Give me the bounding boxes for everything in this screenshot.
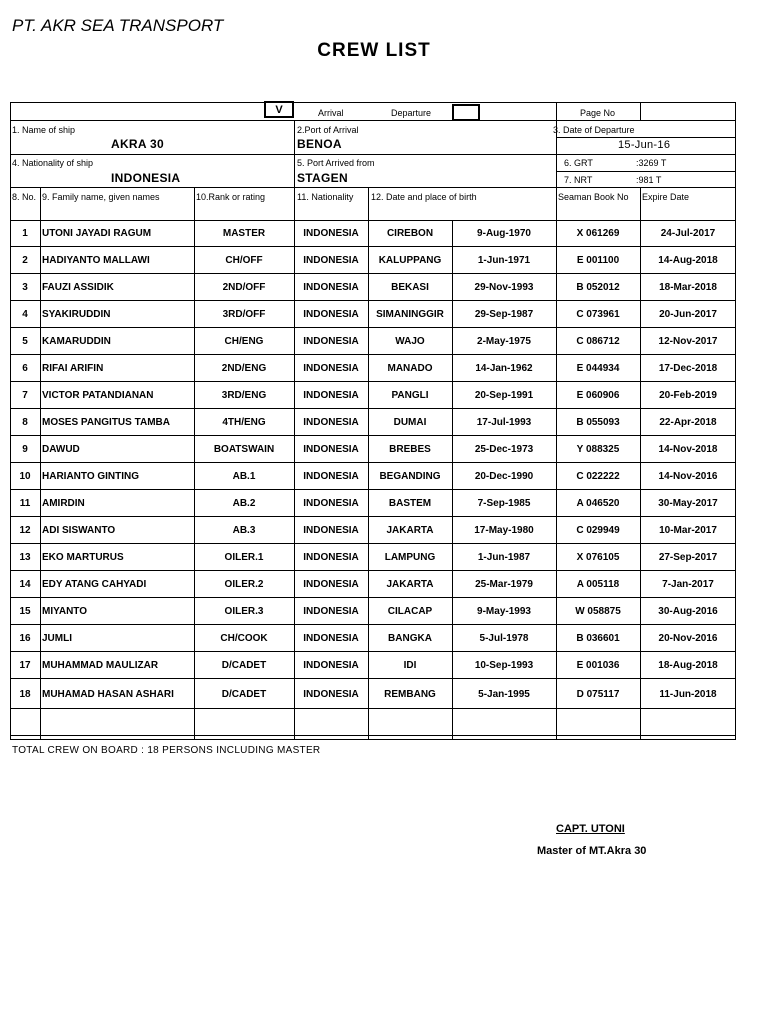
document-title: CREW LIST — [317, 40, 431, 61]
crew-birth-date: 17-Jul-1993 — [476, 417, 532, 428]
crew-name: MIYANTO — [42, 606, 88, 617]
col-seaman-book-header: Seaman Book No — [558, 192, 629, 202]
crew-expire-date: 7-Jan-2017 — [662, 579, 714, 590]
crew-expire-date: 24-Jul-2017 — [660, 228, 716, 239]
arrival-checkmark: V — [275, 103, 283, 116]
crew-no — [10, 709, 40, 736]
crew-birth-date: 14-Jan-1962 — [475, 363, 533, 374]
crew-rank: 3RD/OFF — [222, 309, 266, 320]
crew-rank: CH/COOK — [220, 633, 268, 644]
crew-seaman-book: B 052012 — [576, 282, 620, 293]
col-rank-header: 10.Rank or rating — [196, 192, 266, 202]
crew-no: 16 — [19, 633, 31, 644]
crew-name: MUHAMAD HASAN ASHARI — [42, 688, 174, 700]
crew-expire-date: 20-Nov-2016 — [658, 633, 718, 644]
crew-birth-place: LAMPUNG — [384, 552, 436, 563]
crew-birth-place: SIMANINGGIR — [376, 309, 444, 320]
crew-rank: D/CADET — [221, 688, 267, 700]
crew-no: 10 — [19, 471, 31, 482]
crew-rank — [194, 709, 294, 736]
crew-rank: 4TH/ENG — [222, 417, 266, 428]
crew-seaman-book: C 086712 — [576, 336, 620, 347]
crew-seaman-book: E 001100 — [576, 255, 620, 266]
arrival-label: Arrival — [318, 108, 344, 118]
crew-seaman-book — [556, 709, 640, 736]
crew-seaman-book: B 055093 — [576, 417, 620, 428]
crew-rank: 2ND/ENG — [221, 363, 267, 374]
crew-birth-date: 7-Sep-1985 — [477, 498, 531, 509]
crew-seaman-book: A 046520 — [576, 498, 620, 509]
crew-nationality: INDONESIA — [303, 309, 359, 320]
line — [640, 102, 641, 120]
table-row — [10, 544, 736, 571]
crew-seaman-book: A 005118 — [576, 579, 620, 590]
page-no-label: Page No — [580, 108, 616, 118]
crew-expire-date: 20-Feb-2019 — [659, 390, 717, 401]
table-row — [10, 625, 736, 652]
crew-name — [40, 709, 196, 736]
crew-no: 12 — [19, 525, 31, 536]
grt-value: :3269 T — [636, 158, 667, 168]
total-crew-note: TOTAL CREW ON BOARD : 18 PERSONS INCLUDING MASTER — [12, 745, 321, 756]
crew-seaman-book: Y 088325 — [576, 444, 620, 455]
crew-name: VICTOR PATANDIANAN — [42, 390, 154, 401]
crew-name: HARIANTO GINTING — [42, 471, 140, 482]
crew-birth-place: IDI — [403, 660, 417, 671]
crew-birth-date: 9-Aug-1970 — [477, 228, 531, 239]
col-name-header: 9. Family name, given names — [42, 192, 160, 202]
crew-name: AMIRDIN — [42, 498, 85, 509]
crew-seaman-book: B 036601 — [576, 633, 620, 644]
crew-nationality: INDONESIA — [303, 228, 359, 239]
crew-nationality: INDONESIA — [303, 390, 359, 401]
crew-nationality: INDONESIA — [303, 688, 359, 700]
table-row — [10, 571, 736, 598]
crew-nationality: INDONESIA — [303, 552, 359, 563]
table-row — [10, 274, 736, 301]
crew-name: HADIYANTO MALLAWI — [42, 255, 150, 266]
table-row — [10, 436, 736, 463]
crew-no: 7 — [22, 390, 28, 401]
crew-birth-date: 2-May-1975 — [477, 336, 531, 347]
crew-birth-place: CIREBON — [386, 228, 434, 239]
crew-nationality: INDONESIA — [303, 255, 359, 266]
nrt-label: 7. NRT — [564, 175, 593, 185]
crew-rank: MASTER — [222, 228, 266, 239]
col-birth-header: 12. Date and place of birth — [371, 192, 477, 202]
crew-nationality: INDONESIA — [303, 606, 359, 617]
table-row — [10, 679, 736, 709]
table-row — [10, 490, 736, 517]
table-row — [10, 247, 736, 274]
table-row — [10, 598, 736, 625]
crew-rank: CH/OFF — [225, 255, 263, 266]
line — [10, 154, 736, 155]
crew-rank: D/CADET — [221, 660, 267, 671]
crew-birth-date: 20-Dec-1990 — [474, 471, 534, 482]
crew-birth-date: 1-Jun-1971 — [477, 255, 531, 266]
crew-name: ADI SISWANTO — [42, 525, 116, 536]
line — [294, 120, 295, 187]
crew-no: 1 — [22, 228, 28, 239]
crew-seaman-book: C 022222 — [576, 471, 620, 482]
crew-expire-date: 22-Apr-2018 — [659, 417, 717, 428]
port-from-label: 5. Port Arrived from — [297, 158, 375, 168]
crew-birth-date: 25-Mar-1979 — [475, 579, 533, 590]
line — [10, 120, 736, 121]
crew-seaman-book: W 058875 — [575, 606, 621, 617]
crew-rank: BOATSWAIN — [213, 444, 275, 455]
crew-rank: OILER.2 — [224, 579, 264, 590]
crew-birth-place — [368, 709, 452, 736]
departure-label: Departure — [391, 108, 432, 118]
port-from-value: STAGEN — [297, 171, 348, 185]
crew-no: 4 — [22, 309, 28, 320]
crew-birth-place: BASTEM — [388, 498, 432, 509]
crew-seaman-book: E 044934 — [576, 363, 620, 374]
crew-no: 6 — [22, 363, 28, 374]
crew-name: MOSES PANGITUS TAMBA — [42, 417, 170, 428]
crew-expire-date: 10-Mar-2017 — [659, 525, 717, 536]
table-row — [10, 709, 736, 736]
crew-seaman-book: C 073961 — [576, 309, 620, 320]
crew-expire-date: 14-Aug-2018 — [658, 255, 718, 266]
crew-expire-date: 18-Aug-2018 — [658, 660, 718, 671]
port-arrival-label: 2.Port of Arrival — [297, 125, 359, 135]
crew-name: RIFAI ARIFIN — [42, 363, 104, 374]
crew-nationality: INDONESIA — [303, 282, 359, 293]
crew-birth-place: BEKASI — [391, 282, 429, 293]
crew-rank: OILER.1 — [224, 552, 264, 563]
row-divider — [10, 735, 736, 736]
crew-birth-date: 9-May-1993 — [477, 606, 531, 617]
crew-nationality: INDONESIA — [303, 660, 359, 671]
table-row — [10, 652, 736, 679]
crew-birth-place: BEGANDING — [379, 471, 441, 482]
crew-birth-date: 29-Sep-1987 — [474, 309, 534, 320]
signatory-name: CAPT. UTONI — [556, 823, 625, 835]
line — [556, 137, 736, 138]
crew-no: 18 — [19, 688, 31, 700]
ship-nationality-value: INDONESIA — [111, 171, 181, 185]
grt-label: 6. GRT — [564, 158, 593, 168]
crew-birth-date: 25-Dec-1973 — [474, 444, 534, 455]
crew-no: 2 — [22, 255, 28, 266]
table-row — [10, 463, 736, 490]
date-departure-value: 15-Jun-16 — [618, 139, 671, 151]
crew-expire-date: 14-Nov-2018 — [658, 444, 718, 455]
crew-name: DAWUD — [42, 444, 80, 455]
crew-name: SYAKIRUDDIN — [42, 309, 111, 320]
crew-birth-place: REMBANG — [384, 688, 436, 700]
crew-seaman-book: E 060906 — [576, 390, 620, 401]
crew-birth-date: 1-Jun-1987 — [477, 552, 531, 563]
crew-nationality: INDONESIA — [303, 525, 359, 536]
table-row — [10, 409, 736, 436]
crew-rank: CH/ENG — [224, 336, 264, 347]
line — [556, 171, 736, 172]
crew-birth-place: MANADO — [387, 363, 433, 374]
crew-seaman-book: C 029949 — [576, 525, 620, 536]
crew-no: 13 — [19, 552, 31, 563]
crew-nationality: INDONESIA — [303, 444, 359, 455]
crew-no: 15 — [19, 606, 31, 617]
crew-rank: OILER.3 — [224, 606, 264, 617]
table-row — [10, 382, 736, 409]
crew-no: 11 — [19, 498, 31, 509]
crew-rank: AB.2 — [232, 498, 256, 509]
signatory-title: Master of MT.Akra 30 — [537, 845, 647, 857]
crew-expire-date: 30-May-2017 — [658, 498, 718, 509]
crew-name: FAUZI ASSIDIK — [42, 282, 114, 293]
crew-seaman-book: D 075117 — [576, 688, 620, 700]
crew-nationality: INDONESIA — [303, 579, 359, 590]
crew-birth-place: CILACAP — [387, 606, 433, 617]
crew-nationality — [294, 709, 368, 736]
crew-nationality: INDONESIA — [303, 363, 359, 374]
crew-expire-date: 27-Sep-2017 — [658, 552, 718, 563]
crew-birth-date: 17-May-1980 — [474, 525, 534, 536]
ship-nationality-label: 4. Nationality of ship — [12, 158, 94, 168]
crew-birth-place: KALUPPANG — [378, 255, 442, 266]
crew-seaman-book: X 076105 — [576, 552, 620, 563]
crew-birth-date — [452, 709, 556, 736]
crew-no: 5 — [22, 336, 28, 347]
line — [10, 102, 736, 103]
crew-rank: 2ND/OFF — [222, 282, 266, 293]
port-arrival-value: BENOA — [297, 137, 342, 151]
crew-birth-place: JAKARTA — [386, 579, 434, 590]
crew-no: 9 — [22, 444, 28, 455]
table-row — [10, 328, 736, 355]
crew-expire-date: 20-Jun-2017 — [659, 309, 717, 320]
date-departure-label: 3. Date of Departure — [553, 125, 635, 135]
crew-name: JUMLI — [42, 633, 72, 644]
crew-name: MUHAMMAD MAULIZAR — [42, 660, 159, 671]
table-row — [10, 517, 736, 544]
table-row — [10, 220, 736, 247]
ship-name-label: 1. Name of ship — [12, 125, 76, 135]
crew-rank: AB.3 — [232, 525, 256, 536]
crew-rank: 3RD/ENG — [221, 390, 267, 401]
crew-name: EKO MARTURUS — [42, 552, 124, 563]
crew-no: 17 — [19, 660, 31, 671]
crew-nationality: INDONESIA — [303, 633, 359, 644]
crew-rank: AB.1 — [232, 471, 256, 482]
crew-expire-date: 12-Nov-2017 — [658, 336, 718, 347]
line — [10, 187, 736, 188]
crew-expire-date: 17-Dec-2018 — [658, 363, 718, 374]
crew-birth-date: 5-Jan-1995 — [478, 688, 530, 700]
nrt-value: :981 T — [636, 175, 662, 185]
crew-no: 14 — [19, 579, 31, 590]
crew-birth-place: WAJO — [395, 336, 425, 347]
crew-no: 3 — [22, 282, 28, 293]
table-row — [10, 301, 736, 328]
crew-birth-date: 29-Nov-1993 — [474, 282, 534, 293]
crew-nationality: INDONESIA — [303, 417, 359, 428]
crew-expire-date: 11-Jun-2018 — [659, 688, 717, 700]
crew-birth-date: 20-Sep-1991 — [474, 390, 534, 401]
col-expire-header: Expire Date — [642, 192, 690, 202]
table-row — [10, 355, 736, 382]
company-name: PT. AKR SEA TRANSPORT — [12, 16, 224, 35]
crew-birth-place: JAKARTA — [386, 525, 434, 536]
ship-name-value: AKRA 30 — [111, 137, 165, 151]
crew-name: KAMARUDDIN — [42, 336, 111, 347]
crew-nationality: INDONESIA — [303, 471, 359, 482]
crew-birth-date: 10-Sep-1993 — [474, 660, 534, 671]
crew-expire-date: 18-Mar-2018 — [659, 282, 717, 293]
crew-birth-place: BREBES — [389, 444, 431, 455]
crew-birth-place: PANGLI — [391, 390, 429, 401]
col-nationality-header: 11. Nationality — [297, 192, 354, 202]
crew-expire-date — [640, 709, 736, 736]
crew-nationality: INDONESIA — [303, 498, 359, 509]
crew-birth-date: 5-Jul-1978 — [479, 633, 529, 644]
crew-birth-place: DUMAI — [393, 417, 427, 428]
crew-seaman-book: X 061269 — [576, 228, 620, 239]
crew-nationality: INDONESIA — [303, 336, 359, 347]
crew-expire-date: 30-Aug-2016 — [658, 606, 718, 617]
crew-name: UTONI JAYADI RAGUM — [42, 228, 152, 239]
crew-no: 8 — [22, 417, 28, 428]
col-no-header: 8. No. — [12, 192, 37, 202]
crew-birth-place: BANGKA — [388, 633, 432, 644]
crew-expire-date: 14-Nov-2016 — [658, 471, 718, 482]
crew-seaman-book: E 001036 — [576, 660, 620, 671]
crew-name: EDY ATANG CAHYADI — [42, 579, 147, 590]
